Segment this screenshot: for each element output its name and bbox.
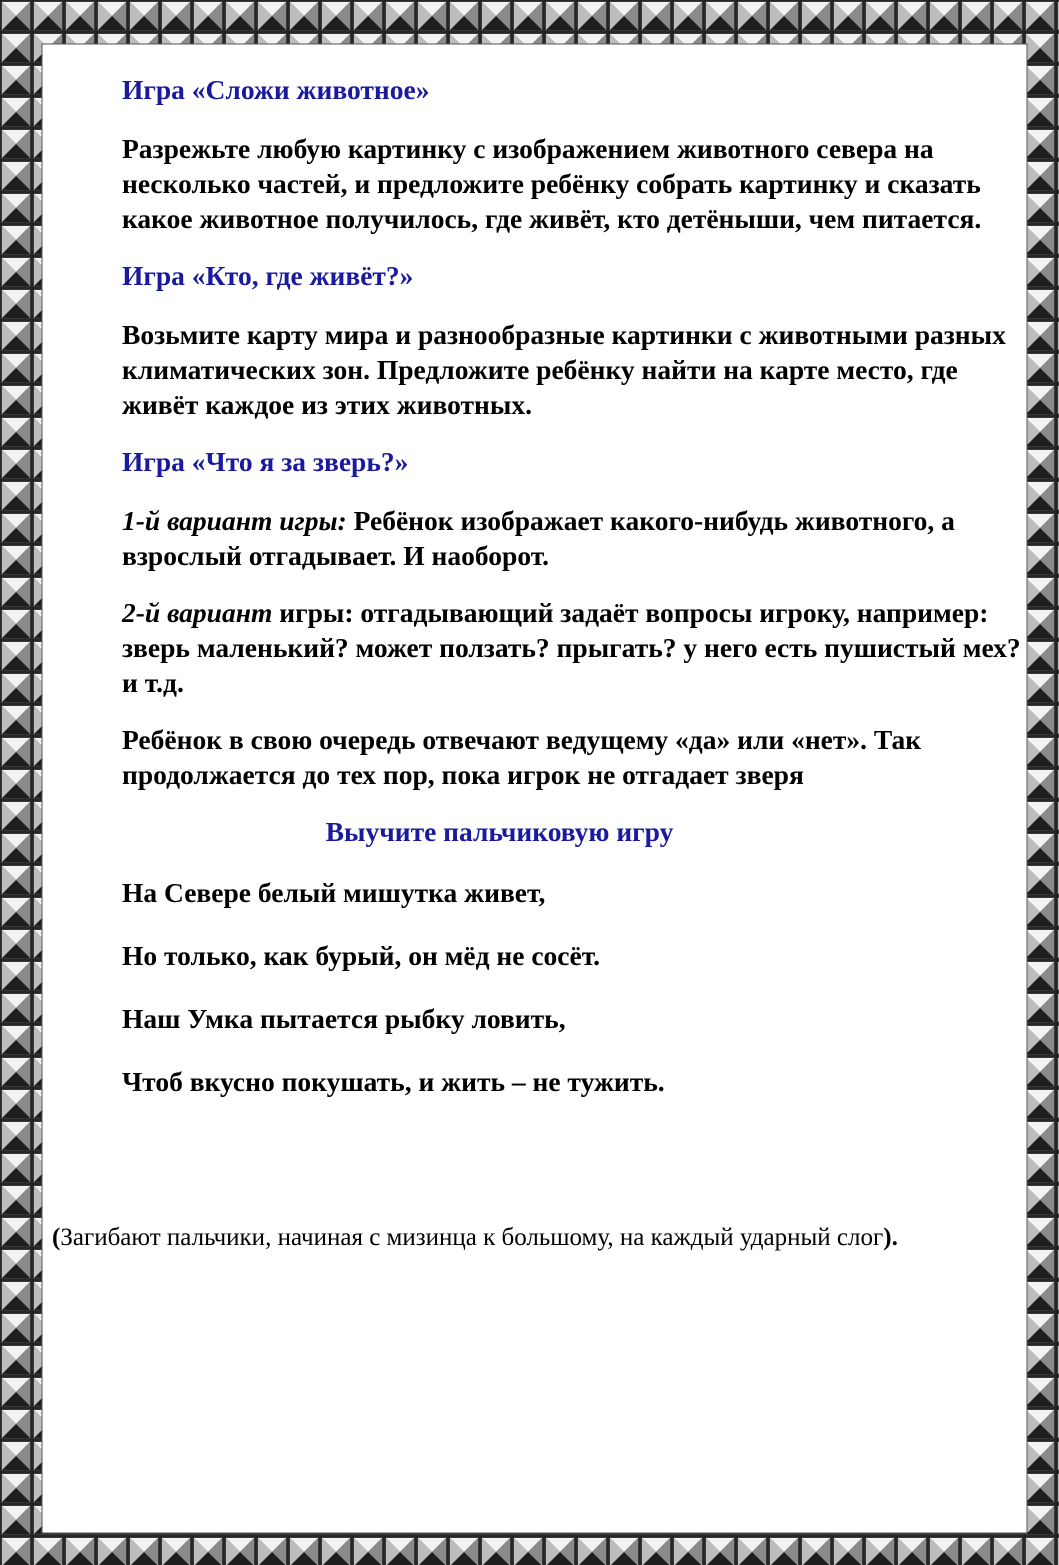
- game3-title: Игра «Что я за зверь?»: [122, 446, 409, 477]
- document-body: [122, 72, 1027, 1127]
- game2-text: Возьмите карту мира и разнообразные картинки с животными разных климатических зон. Предложите ребёнку найти на карте место, где живёт каждое из этих животных.: [122, 319, 1006, 420]
- game2-title: Игра «Кто, где живёт?»: [122, 260, 414, 291]
- variant2-label: 2-й вариант: [122, 597, 273, 628]
- game3-variant2: [122, 595, 1027, 700]
- finger-game-note: [52, 1222, 1012, 1254]
- note-text: Загибают пальчики, начиная с мизинца к большому, на каждый ударный слог: [60, 1224, 884, 1251]
- variant1-label: 1-й вариант игры:: [122, 505, 347, 536]
- game3-text3: Ребёнок в свою очередь отвечают ведущему «да» или «нет». Так продолжается до тех пор, пока игрок не отгадает зверя: [122, 724, 922, 790]
- variant1-text: Ребёнок изображает какого-нибудь животного, а взрослый отгадывает. И наоборот.: [122, 505, 955, 571]
- finger-game-title: Выучите пальчиковую игру: [325, 816, 674, 847]
- verse-line-3: Наш Умка пытается рыбку ловить,: [122, 1003, 566, 1034]
- note-close-paren: ).: [883, 1224, 898, 1251]
- verse-line-1: На Севере белый мишутка живет,: [122, 877, 546, 908]
- game1-title: Игра «Сложи животное»: [122, 74, 430, 105]
- verse-line-4: Чтоб вкусно покушать, и жить – не тужить.: [122, 1066, 665, 1097]
- game3-variant1: [122, 503, 1027, 573]
- note-open-paren: (: [52, 1224, 61, 1251]
- game1-text: Разрежьте любую картинку с изображением животного севера на несколько частей, и предложите ребёнку собрать картинку и сказать какое животное получилось, где живёт, кто детёныши, чем питается.: [122, 133, 982, 234]
- variant2-text: игры: отгадывающий задаёт вопросы игроку, например: зверь маленький? может ползать? прыгать? у него есть пушистый мех? и т.д.: [122, 597, 1021, 698]
- verse-line-2: Но только, как бурый, он мёд не сосёт.: [122, 940, 601, 971]
